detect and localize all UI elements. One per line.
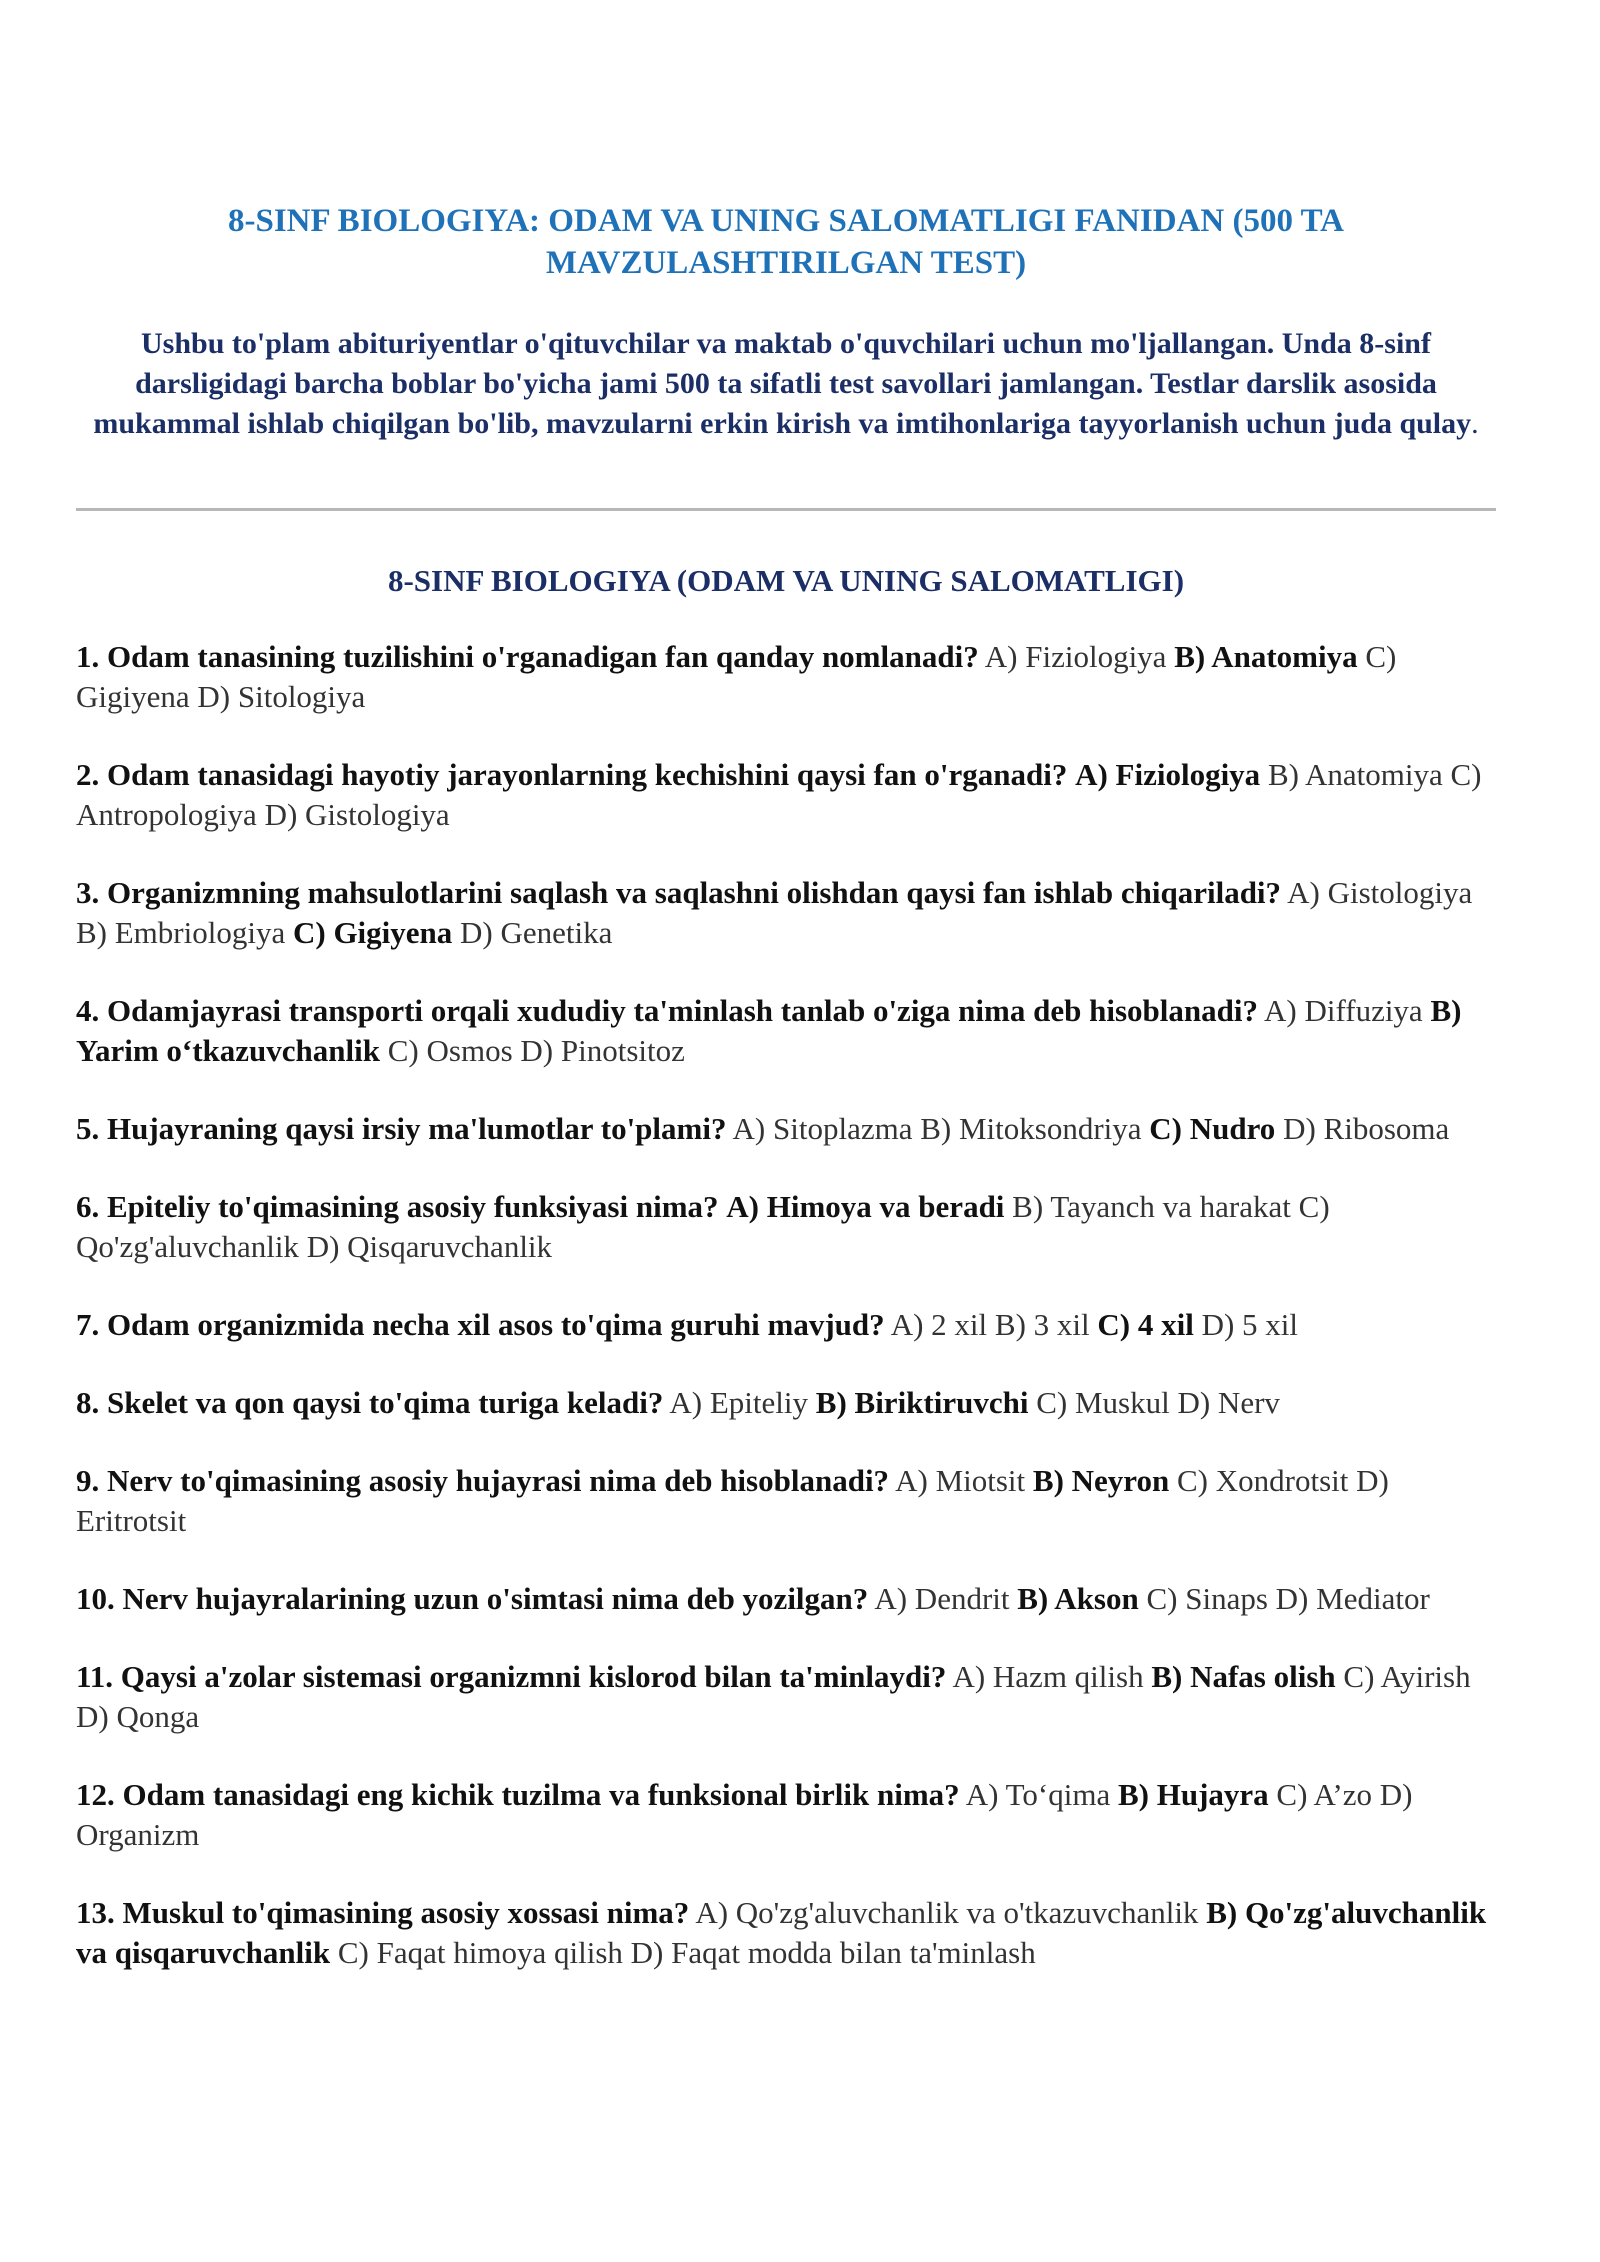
question-item xyxy=(76,1383,1496,1423)
question-text: 9. Nerv to'qimasining asosiy hujayrasi nima deb hisoblanadi? xyxy=(76,1463,890,1498)
answer-option-correct: B) Anatomiya xyxy=(1174,639,1358,674)
question-text: 1. Odam tanasining tuzilishini o'rganadigan fan qanday nomlanadi? xyxy=(76,639,979,674)
answer-option: D) Qonga xyxy=(76,1699,200,1734)
intro-paragraph xyxy=(76,324,1496,444)
question-item xyxy=(76,1893,1496,1973)
answer-option-correct: A) Fiziologiya xyxy=(1075,757,1261,792)
answer-option-correct: C) Gigiyena xyxy=(292,915,453,950)
answer-option-correct: B) Qo'zg'aluvchanlik va qisqaruvchanlik xyxy=(76,1895,1487,1970)
answer-option-correct: B) Yarim o‘tkazuvchanlik xyxy=(76,993,1462,1068)
question-text: 3. Organizmning mahsulotlarini saqlash va saqlashni olishdan qaysi fan ishlab chiqariladi? xyxy=(76,875,1282,910)
answer-option: D) Organizm xyxy=(76,1777,1413,1852)
answer-option: C) A’zo xyxy=(1276,1777,1372,1812)
question-item xyxy=(76,755,1496,835)
document-page xyxy=(76,200,1496,2011)
answer-option: B) Tayanch va harakat xyxy=(1012,1189,1291,1224)
question-text: 8. Skelet va qon qaysi to'qima turiga keladi? xyxy=(76,1385,664,1420)
answer-option-correct: C) Nudro xyxy=(1149,1111,1276,1146)
answer-option-correct: B) Akson xyxy=(1017,1581,1139,1616)
answer-option-correct: B) Neyron xyxy=(1032,1463,1170,1498)
question-item xyxy=(76,1657,1496,1737)
intro-text: Ushbu to'plam abituriyentlar o'qituvchilar va maktab o'quvchilari uchun mo'ljallangan. Unda 8-sinf darsligidagi barcha boblar bo'yicha jami 500 ta sifatli test savollari jamlangan. Testlar darslik asosida mukammal ishlab chiqilgan bo'lib, mavzularni erkin kirish va imtihonlariga tayyorlanish uchun juda qulay xyxy=(93,327,1472,440)
answer-option: B) 3 xil xyxy=(994,1307,1090,1342)
answer-option-correct: B) Nafas olish xyxy=(1151,1659,1336,1694)
answer-option-correct: B) Biriktiruvchi xyxy=(815,1385,1029,1420)
question-text: 12. Odam tanasidagi eng kichik tuzilma va funksional birlik nima? xyxy=(76,1777,960,1812)
answer-option: D) 5 xil xyxy=(1201,1307,1299,1342)
answer-option: D) Genetika xyxy=(460,915,613,950)
question-text: 5. Hujayraning qaysi irsiy ma'lumotlar to'plami? xyxy=(76,1111,727,1146)
answer-option: B) Mitoksondriya xyxy=(920,1111,1142,1146)
question-text: 13. Muskul to'qimasining asosiy xossasi nima? xyxy=(76,1895,690,1930)
answer-option: D) Sitologiya xyxy=(197,679,366,714)
answer-option: A) Epiteliy xyxy=(669,1385,809,1420)
answer-option-correct: C) 4 xil xyxy=(1097,1307,1194,1342)
question-text: 6. Epiteliy to'qimasining asosiy funksiyasi nima? xyxy=(76,1189,719,1224)
answer-option: C) Muskul xyxy=(1036,1385,1170,1420)
answer-option: C) Osmos xyxy=(387,1033,513,1068)
answer-option: D) Pinotsitoz xyxy=(520,1033,685,1068)
answer-option: A) Sitoplazma xyxy=(732,1111,913,1146)
answer-option: D) Nerv xyxy=(1177,1385,1280,1420)
question-item xyxy=(76,1305,1496,1345)
answer-option: A) Fiziologiya xyxy=(984,639,1167,674)
question-item xyxy=(76,1579,1496,1619)
answer-option: C) Gigiyena xyxy=(76,639,1397,714)
answer-option: A) Hazm qilish xyxy=(952,1659,1144,1694)
question-text: 11. Qaysi a'zolar sistemasi organizmni kislorod bilan ta'minlaydi? xyxy=(76,1659,947,1694)
answer-option: D) Faqat modda bilan ta'minlash xyxy=(630,1935,1036,1970)
intro-period: . xyxy=(1471,407,1479,440)
answer-option: D) Mediator xyxy=(1275,1581,1430,1616)
question-item xyxy=(76,1109,1496,1149)
question-item xyxy=(76,1187,1496,1267)
question-item xyxy=(76,873,1496,953)
answer-option: A) To‘qima xyxy=(965,1777,1111,1812)
answer-option: C) Faqat himoya qilish xyxy=(337,1935,623,1970)
answer-option-correct: A) Himoya va beradi xyxy=(726,1189,1005,1224)
answer-option: A) Qo'zg'aluvchanlik va o'tkazuvchanlik xyxy=(695,1895,1199,1930)
answer-option: D) Eritrotsit xyxy=(76,1463,1389,1538)
answer-option-correct: B) Hujayra xyxy=(1117,1777,1269,1812)
answer-option: D) Qisqaruvchanlik xyxy=(306,1229,553,1264)
question-text: 4. Odamjayrasi transporti orqali xududiy ta'minlash tanlab o'ziga nima deb hisoblanadi? xyxy=(76,993,1258,1028)
question-text: 2. Odam tanasidagi hayotiy jarayonlarning kechishini qaysi fan o'rganadi? xyxy=(76,757,1068,792)
question-item xyxy=(76,637,1496,717)
question-text: 7. Odam organizmida necha xil asos to'qima guruhi mavjud? xyxy=(76,1307,885,1342)
answer-option: A) Diffuziya xyxy=(1264,993,1423,1028)
answer-option: D) Gistologiya xyxy=(264,797,450,832)
answer-option: B) Embriologiya xyxy=(76,915,286,950)
question-text: 10. Nerv hujayralarining uzun o'simtasi nima deb yozilgan? xyxy=(76,1581,869,1616)
answer-option: B) Anatomiya xyxy=(1267,757,1443,792)
question-item xyxy=(76,1461,1496,1541)
answer-option: A) Miotsit xyxy=(895,1463,1026,1498)
answer-option: C) Xondrotsit xyxy=(1177,1463,1349,1498)
answer-option: A) 2 xil xyxy=(890,1307,988,1342)
section-title: 8-SINF BIOLOGIYA (ODAM VA UNING SALOMATLIGI) xyxy=(387,563,1185,598)
answer-option: A) Gistologiya xyxy=(1287,875,1473,910)
answer-option: C) Antropologiya xyxy=(76,757,1482,832)
answer-option: D) Ribosoma xyxy=(1283,1111,1450,1146)
question-list xyxy=(76,637,1496,1973)
question-item xyxy=(76,991,1496,1071)
answer-option: C) Ayirish xyxy=(1343,1659,1471,1694)
answer-option: C) Qo'zg'aluvchanlik xyxy=(76,1189,1330,1264)
document-title: 8-SINF BIOLOGIYA: ODAM VA UNING SALOMATLIGI FANIDAN (500 TA MAVZULASHTIRILGAN TEST) xyxy=(227,203,1345,281)
question-item xyxy=(76,1775,1496,1855)
answer-option: C) Sinaps xyxy=(1146,1581,1268,1616)
section-divider xyxy=(76,508,1496,511)
answer-option: A) Dendrit xyxy=(874,1581,1010,1616)
